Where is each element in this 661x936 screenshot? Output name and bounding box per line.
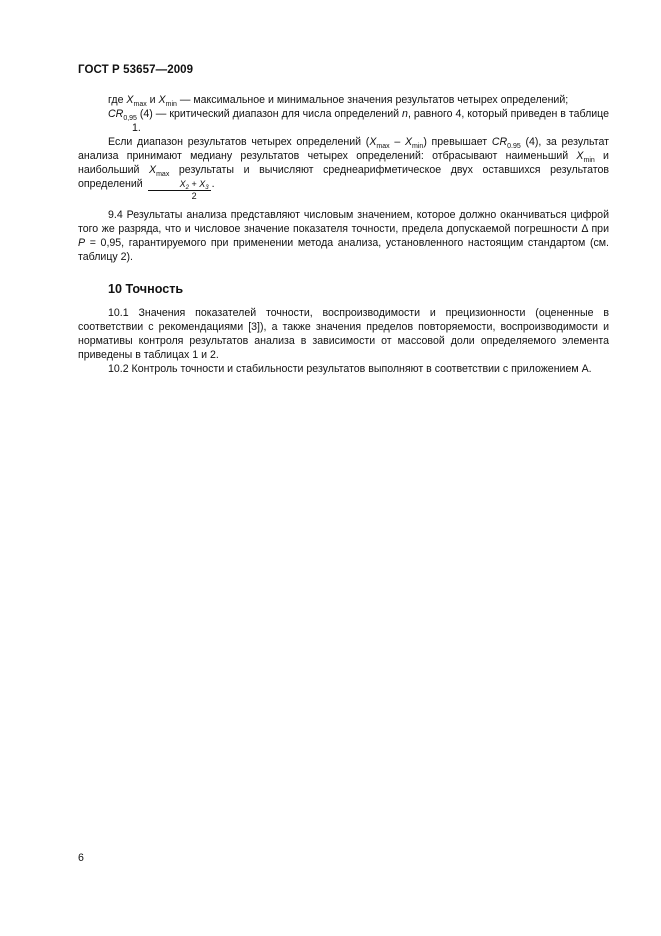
symbol-x: X xyxy=(158,94,166,106)
fraction-denominator: 2 xyxy=(191,191,197,201)
text-fragment: (4) — критический диапазон для числа определений xyxy=(136,108,403,120)
symbol-x: X xyxy=(199,179,206,189)
subscript-max: max xyxy=(156,171,170,178)
symbol-x: X xyxy=(179,179,186,189)
text-fragment: Если диапазон результатов четырех определений ( xyxy=(108,136,370,148)
text-fragment: где xyxy=(108,94,127,106)
text-fragment: результаты и вычисляют среднеарифметическое двух оставшихся результатов определений xyxy=(78,164,609,190)
symbol-p: P xyxy=(78,237,86,249)
page-number: 6 xyxy=(78,852,84,864)
definition-cr xyxy=(78,107,609,135)
fraction-numerator xyxy=(148,179,211,191)
symbol-cr: CR xyxy=(108,108,124,120)
paragraph-9-4 xyxy=(78,208,609,264)
subscript-min: min xyxy=(412,143,424,150)
symbol-n: n xyxy=(402,108,408,120)
text-fragment: 9.4 Результаты анализа представляют числовым значением, которое должно оканчиваться цифрой того же разряда, что и числовое значение показателя точности, предела допускаемой погрешности Δ при xyxy=(78,209,609,235)
subscript-095: 0.95 xyxy=(507,143,521,150)
subscript-095: 0,95 xyxy=(123,115,137,122)
text-fragment: — максимальное и минимальное значения результатов четырех определений; xyxy=(176,94,569,106)
text-fragment: и xyxy=(146,94,159,106)
text-fragment: + xyxy=(188,179,200,189)
text-fragment: – xyxy=(389,136,405,148)
fraction-x2-x3-over-2 xyxy=(148,179,211,202)
text-fragment: , равного 4, который приведен в таблице 1. xyxy=(132,108,610,134)
text-fragment: ) превышает xyxy=(423,136,492,148)
symbol-x: X xyxy=(369,136,377,148)
text-fragment: и наибольший xyxy=(78,150,609,176)
subscript-2: 2 xyxy=(185,185,189,191)
definition-xmax-xmin xyxy=(78,93,609,107)
paragraph-median-rule xyxy=(78,135,609,202)
subscript-max: max xyxy=(133,101,147,108)
symbol-x: X xyxy=(576,150,584,162)
page-body xyxy=(78,93,609,376)
subscript-max: max xyxy=(376,143,390,150)
symbol-cr: CR xyxy=(491,136,508,148)
text-fragment: . xyxy=(211,178,215,190)
document-header: ГОСТ Р 53657—2009 xyxy=(78,64,194,76)
section-heading-10: 10 Точность xyxy=(108,282,184,296)
symbol-x: X xyxy=(149,164,157,176)
text-fragment: (4), за результат анализа принимают медиану результатов четырех определений: отбрасывают наименьший xyxy=(78,136,609,162)
subscript-min: min xyxy=(583,157,595,164)
symbol-x: X xyxy=(404,136,413,148)
paragraph-10-1: 10.1 Значения показателей точности, воспроизводимости и прецизионности (оцененные в соответствии с рекомендациями [3]), а также значения пределов повторяемости, воспроизводимости и нормативы контроля результатов анализа в зависимости от массовой доли определяемого элемента приведены в таблицах 1 и 2. xyxy=(78,307,609,361)
symbol-x: X xyxy=(126,94,134,106)
subscript-3: 3 xyxy=(205,185,209,191)
text-fragment: = 0,95, гарантируемого при применении метода анализа, установленного настоящим стандартом (см. таблицу 2). xyxy=(78,237,609,263)
subscript-min: min xyxy=(165,101,177,108)
paragraph-10-2: 10.2 Контроль точности и стабильности результатов выполняют в соответствии с приложением А. xyxy=(108,363,592,375)
